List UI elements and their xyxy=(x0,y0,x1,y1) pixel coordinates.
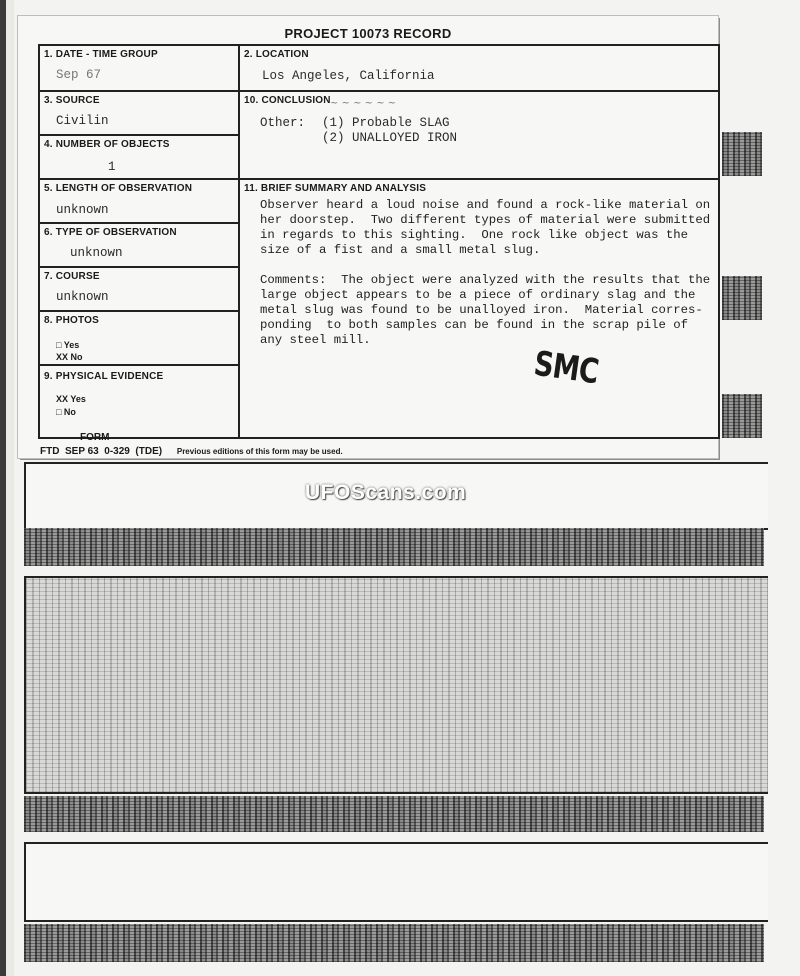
course-label: 7. COURSE xyxy=(44,271,100,282)
film-strip-1-edge xyxy=(24,528,764,566)
type-label: 6. TYPE OF OBSERVATION xyxy=(44,227,177,238)
record-form xyxy=(38,44,720,439)
photos-label: 8. PHOTOS xyxy=(44,315,99,326)
length-value: unknown xyxy=(56,203,109,217)
source-label: 3. SOURCE xyxy=(44,95,100,106)
side-tab-1 xyxy=(722,132,762,176)
form-title: PROJECT 10073 RECORD xyxy=(284,26,452,41)
date-cell xyxy=(40,46,240,92)
record-card xyxy=(18,16,718,458)
conclusion-cell xyxy=(240,92,718,180)
side-tab-3 xyxy=(722,394,762,438)
length-cell xyxy=(40,180,240,224)
type-value: unknown xyxy=(70,246,123,260)
course-value: unknown xyxy=(56,290,109,304)
location-cell xyxy=(240,46,718,92)
watermark: UFOScans.com xyxy=(305,481,467,504)
physical-no-checkbox: □ No xyxy=(56,407,76,417)
summary-text: Observer heard a loud noise and found a rock-like material on her doorstep. Two different types of material were submitted in regards to this sighting. One rock like object was the size of a fist and a small metal slug. Comments: The object were analyzed with the results that the large object appears to be a piece of ordinary slag and the metal slug was found to be unalloyed iron. Material corres- ponding to both samples can be found in the scrap pile of any steel mill. xyxy=(260,198,711,347)
location-label: 2. LOCATION xyxy=(244,49,309,60)
physical-yes-checkbox: XX Yes xyxy=(56,394,86,404)
summary-cell xyxy=(240,180,718,437)
date-value: Sep 67 xyxy=(56,68,102,82)
photos-cell xyxy=(40,312,240,366)
conclusion-line1: (1) Probable SLAG xyxy=(322,116,450,130)
footer-form-word: FORM xyxy=(80,432,110,443)
handwritten-note: ~ ~ ~ ~ ~ ~ xyxy=(330,98,397,109)
form-footer xyxy=(40,432,343,457)
photos-no-checkbox: XX No xyxy=(56,352,83,362)
film-strip-3-edge xyxy=(24,924,764,962)
objects-value: 1 xyxy=(108,160,116,174)
photos-yes-checkbox: □ Yes xyxy=(56,340,80,350)
footer-note: Previous editions of this form may be used. xyxy=(176,447,343,456)
conclusion-label: 10. CONCLUSION xyxy=(244,95,331,106)
film-strip-2 xyxy=(24,576,768,794)
objects-label: 4. NUMBER OF OBJECTS xyxy=(44,139,170,150)
date-label: 1. DATE - TIME GROUP xyxy=(44,49,158,60)
conclusion-prefix: Other: xyxy=(260,116,306,130)
footer-code: FTD SEP 63 0-329 (TDE) xyxy=(40,446,163,457)
physical-evidence-label: 9. PHYSICAL EVIDENCE xyxy=(44,371,164,382)
smc-stamp: SMC xyxy=(531,343,601,393)
objects-cell xyxy=(40,136,240,180)
source-value: Civilin xyxy=(56,114,109,128)
conclusion-line2: (2) UNALLOYED IRON xyxy=(322,131,458,145)
course-cell xyxy=(40,268,240,312)
film-strip-2-edge xyxy=(24,796,764,832)
side-tab-2 xyxy=(722,276,762,320)
type-cell xyxy=(40,224,240,268)
summary-label: 11. BRIEF SUMMARY AND ANALYSIS xyxy=(244,183,427,194)
film-strip-3 xyxy=(24,842,768,922)
source-cell xyxy=(40,92,240,136)
length-label: 5. LENGTH OF OBSERVATION xyxy=(44,183,193,194)
physical-evidence-cell xyxy=(40,366,240,437)
location-value: Los Angeles, California xyxy=(262,69,435,83)
